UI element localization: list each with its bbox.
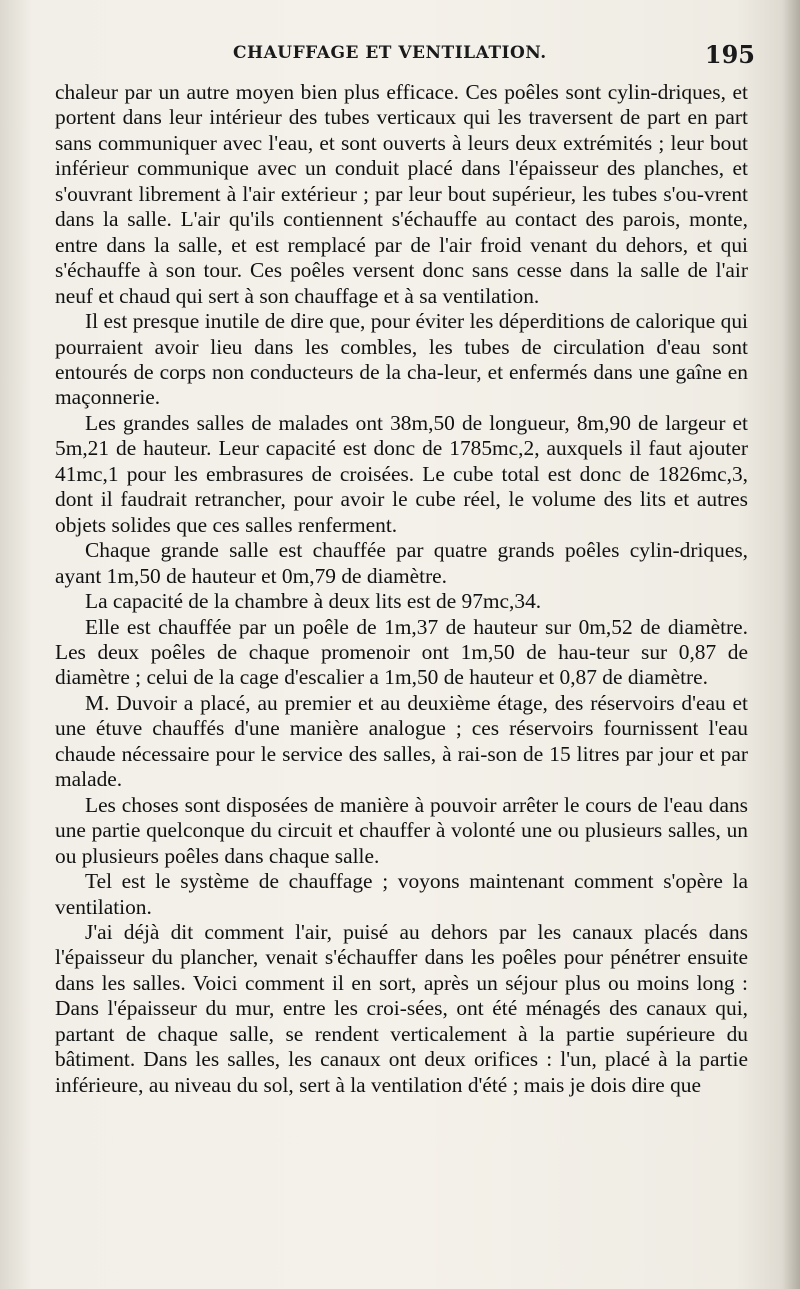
running-title: CHAUFFAGE ET VENTILATION. bbox=[233, 43, 547, 63]
paragraph-7: M. Duvoir a placé, au premier et au deuxième étage, des réservoirs d'eau et une étuve chauffés d'une manière analogue ; ces réservoirs fournissent l'eau chaude nécessaire pour le service des salles, à rai-son de 15 litres par jour et par malade. bbox=[55, 690, 748, 792]
page-header bbox=[55, 40, 755, 70]
paragraph-9: Tel est le système de chauffage ; voyons maintenant comment s'opère la ventilation. bbox=[55, 869, 748, 919]
paragraph-6: Elle est chauffée par un poêle de 1m,37 de hauteur sur 0m,52 de diamètre. Les deux poêles de chaque promenoir ont 1m,50 de hau-teur sur 0,87 de diamètre ; celui de la cage d'escalier a 1m,50 de hauteur et 0,87 de diamètre. bbox=[55, 614, 748, 690]
paragraph-1: chaleur par un autre moyen bien plus efficace. Ces poêles sont cylin-driques, et portent dans leur intérieur des tubes verticaux qui les traversent de part en part sans communiquer avec l'eau, et sont ouverts à leurs deux extrémités ; leur bout inférieur communique avec un conduit placé dans l'épaisseur des planches, et s'ouvrant librement à l'air extérieur ; par leur bout supérieur, les tubes s'ou-vrent dans la salle. L'air qu'ils contiennent s'échauffe au contact des parois, monte, entre dans la salle, et est remplacé par de l'air froid venant du dehors, et qui s'échauffe à son tour. Ces poêles versent donc sans cesse dans la salle de l'air neuf et chaud qui sert à son chauffage et à sa ventilation. bbox=[55, 80, 748, 308]
body-text bbox=[55, 80, 748, 1098]
paragraph-3: Les grandes salles de malades ont 38m,50 de longueur, 8m,90 de largeur et 5m,21 de hauteur. Leur capacité est donc de 1785mc,2, auxquels il faut ajouter 41mc,1 pour les embrasures de croisées. Le cube total est donc de 1826mc,3, dont il faudrait retrancher, pour avoir le cube réel, le volume des lits et autres objets solides que ces salles renferment. bbox=[55, 410, 748, 537]
paragraph-2: Il est presque inutile de dire que, pour éviter les déperditions de calorique qui pourraient avoir lieu dans les combles, les tubes de circulation d'eau sont entourés de corps non conducteurs de la cha-leur, et enfermés dans une gaîne en maçonnerie. bbox=[55, 309, 748, 410]
page-number: 195 bbox=[704, 40, 755, 69]
paragraph-4: Chaque grande salle est chauffée par quatre grands poêles cylin-driques, ayant 1m,50 de hauteur et 0m,79 de diamètre. bbox=[55, 538, 748, 588]
paragraph-8: Les choses sont disposées de manière à pouvoir arrêter le cours de l'eau dans une partie quelconque du circuit et chauffer à volonté une ou plusieurs salles, un ou plusieurs poêles dans chaque salle. bbox=[55, 792, 748, 868]
paragraph-10: J'ai déjà dit comment l'air, puisé au dehors par les canaux placés dans l'épaisseur du plancher, venait s'échauffer dans les poêles pour pénétrer ensuite dans les salles. Voici comment il en sort, après un séjour plus ou moins long : Dans l'épaisseur du mur, entre les croi-sées, ont été ménagés des canaux qui, partant de chaque salle, se rendent verticalement à la partie supérieure du bâtiment. Dans les salles, les canaux ont deux orifices : l'un, placé à la partie inférieure, au niveau du sol, sert à la ventilation d'été ; mais je dois dire que bbox=[55, 919, 748, 1097]
paragraph-5: La capacité de la chambre à deux lits est de 97mc,34. bbox=[85, 589, 542, 614]
